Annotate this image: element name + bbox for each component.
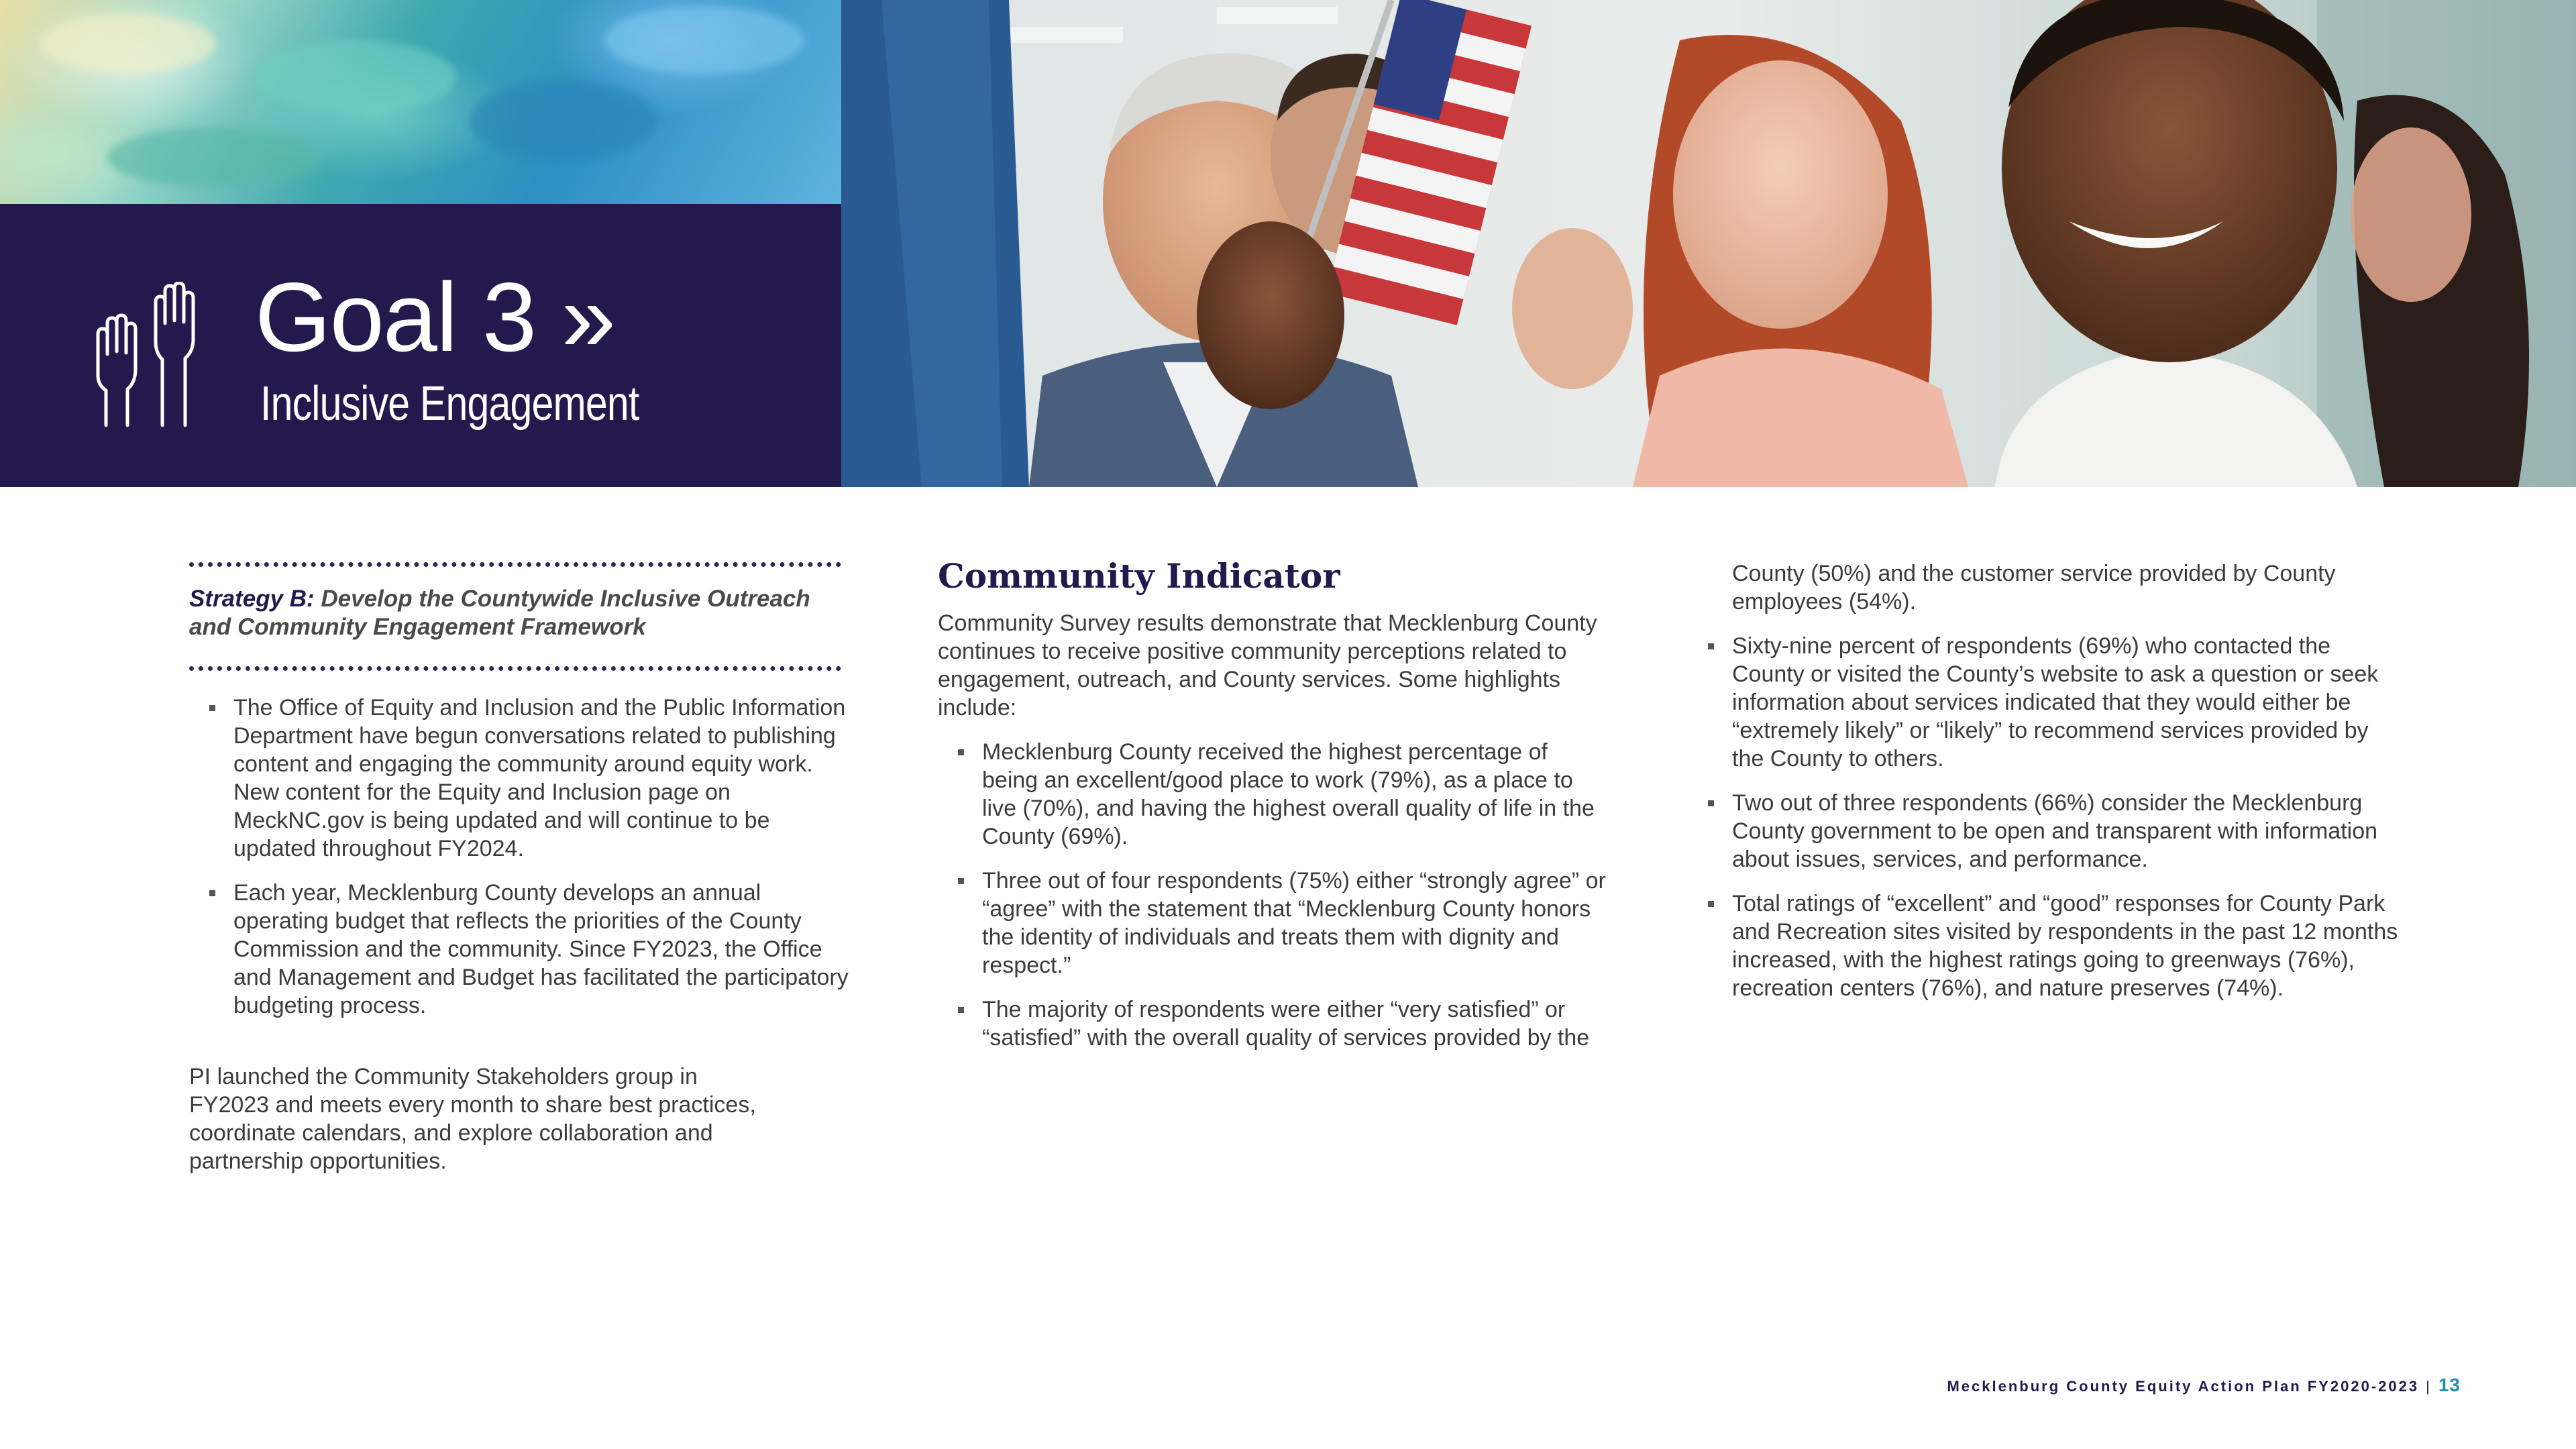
strategy-lead: Strategy B: xyxy=(189,586,315,612)
page-footer xyxy=(1947,1375,2461,1396)
raised-hands-icon xyxy=(91,282,203,433)
goal-subtitle: Inclusive Engagement xyxy=(260,377,639,431)
strategy-divider-top xyxy=(189,562,841,567)
stakeholders-paragraph: PI launched the Community Stakeholders group in FY2023 and meets every month to share best practices, coordinate calendars, and explore collaboration and partnership opportunities. xyxy=(189,1064,756,1174)
right-bullet-list xyxy=(1688,632,2399,1002)
decorative-watercolor-banner xyxy=(0,0,841,204)
list-item: The majority of respondents were either “very satisfied” or “satisfied” with the overall quality of services provided by the xyxy=(938,996,1609,1052)
continued-text: County (50%) and the customer service provided by County employees (54%). xyxy=(1732,561,2336,614)
list-item: Two out of three respondents (66%) consider the Mecklenburg County government to be open and transparent with information about issues, services, and performance. xyxy=(1688,789,2399,873)
page-number: 13 xyxy=(2438,1375,2461,1395)
intro-paragraph: Community Survey results demonstrate that Mecklenburg County continues to receive positive community perceptions related to engagement, outreach, and County services. Some highlights include: xyxy=(938,610,1597,720)
list-item: Three out of four respondents (75%) either “strongly agree” or “agree” with the statement that “Mecklenburg County honors the identity of individuals and treats them with dignity and respect.” xyxy=(938,867,1609,979)
list-item: Mecklenburg County received the highest percentage of being an excellent/good place to work (79%), as a place to live (70%), and having the highest overall quality of life in the County (69%). xyxy=(938,738,1609,851)
list-item: The Office of Equity and Inclusion and the Public Information Department have begun conversations related to publishing content and engaging the community around equity work. New content for the Equity and Inclusion page on MeckNC.gov is being updated and will continue to be updated throughout FY2024. xyxy=(189,694,853,863)
community-photo-illustration xyxy=(841,0,2576,487)
footer-document-title: Mecklenburg County Equity Action Plan FY2020-2023 xyxy=(1947,1378,2420,1395)
footer-separator: | xyxy=(2426,1378,2432,1395)
right-column xyxy=(1688,559,2399,1002)
left-bullet-list xyxy=(189,694,853,1020)
list-item: Each year, Mecklenburg County develops an annual operating budget that reflects the priorities of the County Commission and the community. Since FY2023, the Office and Management and Budget has facilitated the participatory budgeting process. xyxy=(189,879,853,1020)
community-photo xyxy=(841,0,2576,487)
indicator-bullet-list xyxy=(938,738,1609,1052)
section-title: Community Indicator xyxy=(938,556,1340,596)
strategy-text: Develop the Countywide Inclusive Outreach and Community Engagement Framework xyxy=(189,586,810,640)
list-item: Total ratings of “excellent” and “good” responses for County Park and Recreation sites visited by respondents in the past 12 months increased, with the highest ratings going to greenways (76%), recreation centers (76%), and nature preserves (74%). xyxy=(1688,890,2399,1002)
goal-title: Goal 3 » xyxy=(255,262,614,372)
strategy-divider-bottom xyxy=(189,666,841,671)
community-indicator-column xyxy=(938,555,1609,1052)
list-item: Sixty-nine percent of respondents (69%) who contacted the County or visited the County’s website to ask a question or seek information about services indicated that they would either be “extremely likely” or “likely” to recommend services provided by the County to others. xyxy=(1688,632,2399,773)
left-column xyxy=(189,694,853,1175)
strategy-heading xyxy=(189,585,840,641)
